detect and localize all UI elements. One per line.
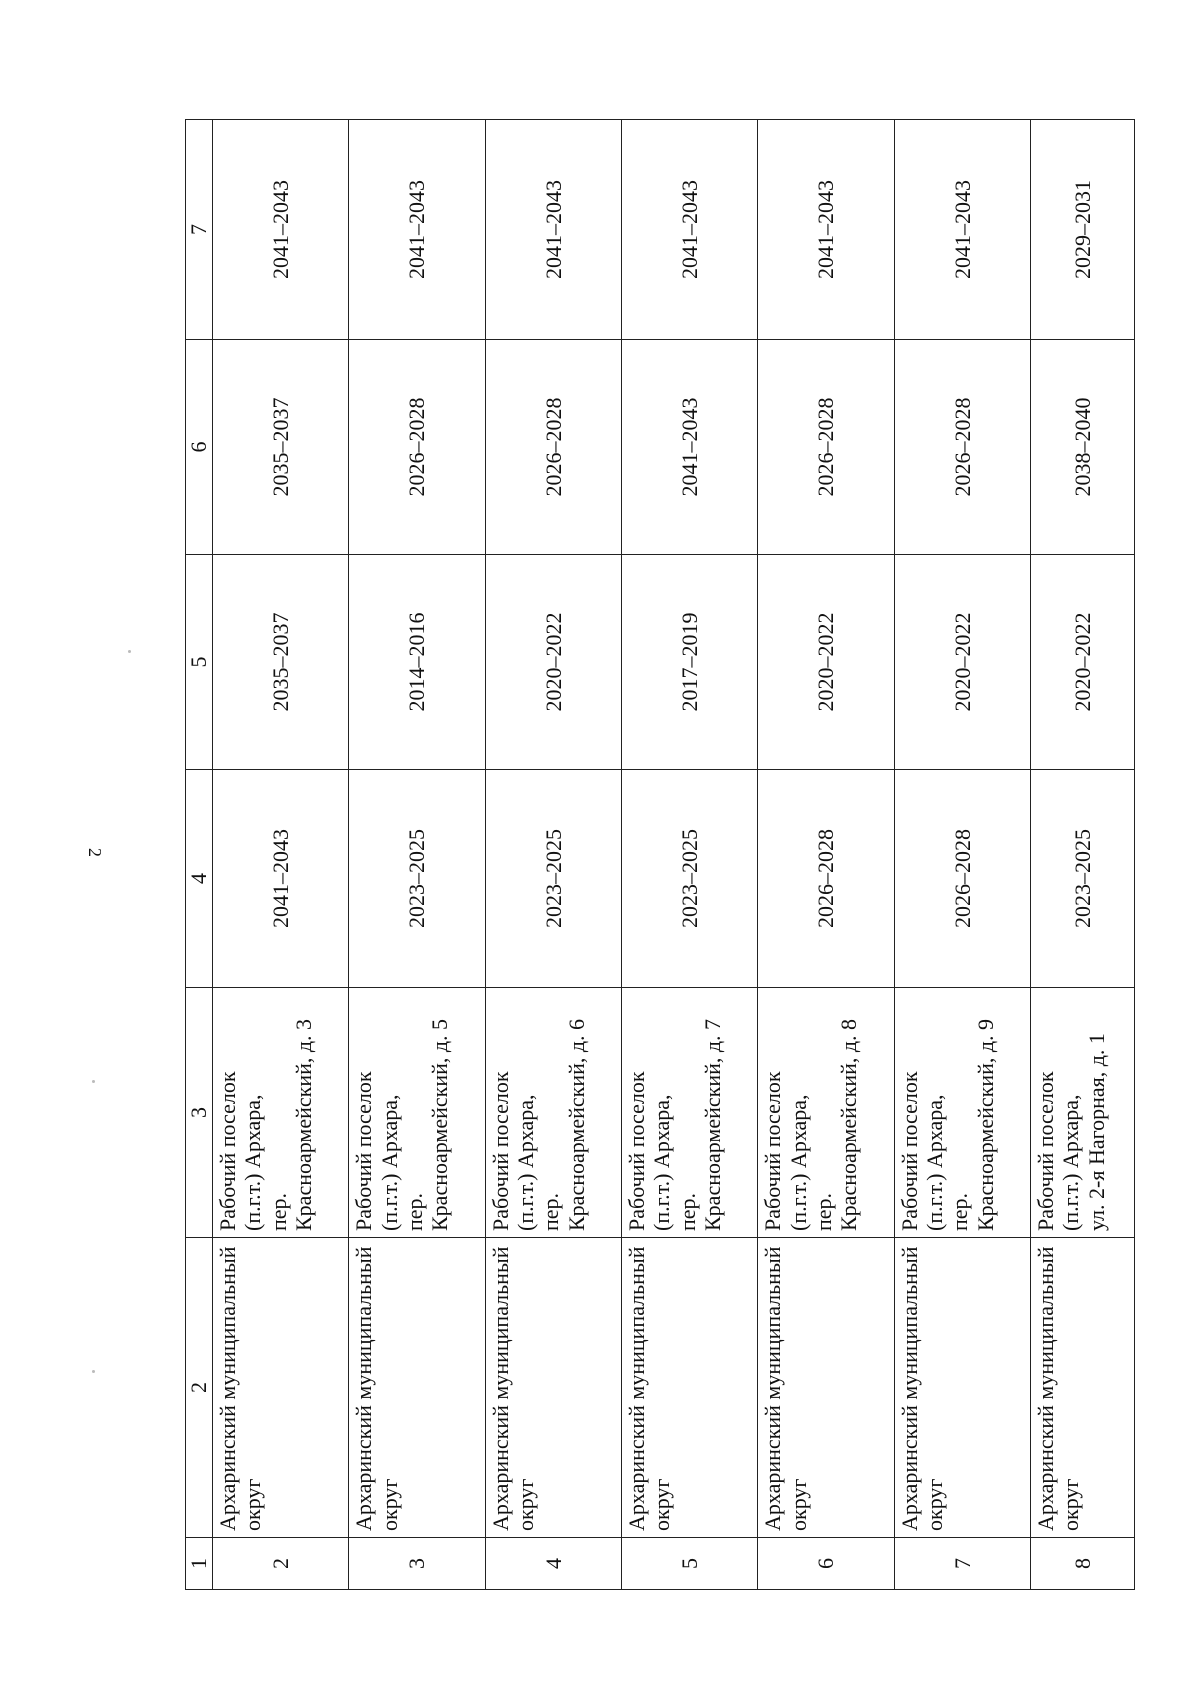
period-cell-col6: 2026–2028 (349, 340, 485, 555)
address-line: Красноармейский, д. 9 (972, 1018, 998, 1231)
address-line: Рабочий поселок (215, 1071, 240, 1231)
table-row (349, 120, 485, 1590)
address-cell (894, 988, 1030, 1238)
period-cell-col4: 2023–2025 (622, 770, 758, 988)
district-cell: Архаринский муниципальный округ (758, 1238, 894, 1538)
address-line: Красноармейский, д. 8 (836, 1018, 862, 1231)
column-header: 2 (186, 1238, 213, 1538)
rotated-table-container (185, 120, 1135, 1590)
period-cell-col7: 2041–2043 (485, 120, 621, 340)
address-line: Красноармейский, д. 5 (427, 1018, 453, 1231)
address-line: пер. (810, 1192, 836, 1231)
period-cell-col7: 2029–2031 (1031, 120, 1135, 340)
district-cell: Архаринский муниципальный округ (622, 1238, 758, 1538)
address-line: пер. (947, 1192, 973, 1231)
row-number: 2 (213, 1538, 349, 1590)
address-line: (п.г.т.) Архара, (785, 1094, 811, 1231)
period-cell-col6: 2026–2028 (485, 340, 621, 555)
column-header: 3 (186, 988, 213, 1238)
period-cell-col5: 2020–2022 (485, 555, 621, 770)
schedule-table (185, 119, 1135, 1590)
address-line: пер. (538, 1192, 564, 1231)
address-line: Рабочий поселок (624, 1071, 650, 1231)
period-cell-col6: 2038–2040 (1031, 340, 1135, 555)
period-cell-col5: 2014–2016 (349, 555, 485, 770)
row-number: 7 (894, 1538, 1030, 1590)
address-line: (п.г.т.) Архара, (240, 1094, 266, 1231)
row-number: 8 (1031, 1538, 1135, 1590)
table-row (758, 120, 894, 1590)
scan-speck (128, 650, 131, 653)
address-cell (622, 988, 758, 1238)
address-line: (п.г.т.) Архара, (922, 1094, 948, 1231)
scan-speck (92, 1080, 95, 1083)
row-number: 5 (622, 1538, 758, 1590)
column-header: 5 (186, 555, 213, 770)
header-row (186, 120, 213, 1590)
table-row (485, 120, 621, 1590)
period-cell-col6: 2026–2028 (758, 340, 894, 555)
period-cell-col5: 2020–2022 (758, 555, 894, 770)
address-line: пер. (265, 1192, 291, 1231)
period-cell-col6: 2041–2043 (622, 340, 758, 555)
period-cell-col5: 2017–2019 (622, 555, 758, 770)
table-row (213, 120, 349, 1590)
address-cell (758, 988, 894, 1238)
address-line: ул. 2-я Нагорная, д. 1 (1083, 1033, 1109, 1231)
period-cell-col5: 2020–2022 (1031, 555, 1135, 770)
column-header: 7 (186, 120, 213, 340)
period-cell-col7: 2041–2043 (213, 120, 349, 340)
column-header: 1 (186, 1538, 213, 1590)
address-line: (п.г.т.) Архара, (376, 1094, 402, 1231)
district-cell: Архаринский муниципальный округ (213, 1238, 349, 1538)
row-number: 6 (758, 1538, 894, 1590)
district-cell: Архаринский муниципальный округ (485, 1238, 621, 1538)
period-cell-col4: 2041–2043 (213, 770, 349, 988)
period-cell-col4: 2026–2028 (758, 770, 894, 988)
address-line: пер. (674, 1192, 700, 1231)
period-cell-col6: 2035–2037 (213, 340, 349, 555)
address-line: Рабочий поселок (896, 1071, 922, 1231)
address-line: Рабочий поселок (760, 1071, 786, 1231)
address-line: (п.г.т.) Архара, (512, 1094, 538, 1231)
address-line: пер. (401, 1192, 427, 1231)
period-cell-col4: 2026–2028 (894, 770, 1030, 988)
table-row (894, 120, 1030, 1590)
period-cell-col5: 2020–2022 (894, 555, 1030, 770)
period-cell-col6: 2026–2028 (894, 340, 1030, 555)
period-cell-col4: 2023–2025 (349, 770, 485, 988)
table-row (1031, 120, 1135, 1590)
period-cell-col7: 2041–2043 (758, 120, 894, 340)
column-header: 4 (186, 770, 213, 988)
address-cell (1031, 988, 1135, 1238)
address-cell (485, 988, 621, 1238)
address-line: Рабочий поселок (1033, 1071, 1059, 1231)
address-line: Рабочий поселок (351, 1071, 377, 1231)
address-cell (349, 988, 485, 1238)
period-cell-col4: 2023–2025 (1031, 770, 1135, 988)
period-cell-col5: 2035–2037 (213, 555, 349, 770)
period-cell-col7: 2041–2043 (894, 120, 1030, 340)
address-line: Красноармейский, д. 7 (699, 1018, 725, 1231)
period-cell-col4: 2023–2025 (485, 770, 621, 988)
page-number: 2 (85, 848, 105, 857)
address-line: (п.г.т.) Архара, (649, 1094, 675, 1231)
address-cell (213, 988, 349, 1238)
table-row (622, 120, 758, 1590)
period-cell-col7: 2041–2043 (349, 120, 485, 340)
district-cell: Архаринский муниципальный округ (349, 1238, 485, 1538)
period-cell-col7: 2041–2043 (622, 120, 758, 340)
district-cell: Архаринский муниципальный округ (1031, 1238, 1135, 1538)
district-cell: Архаринский муниципальный округ (894, 1238, 1030, 1538)
scan-speck (92, 1370, 95, 1373)
address-line: Красноармейский, д. 3 (290, 1018, 316, 1231)
column-header: 6 (186, 340, 213, 555)
address-line: (п.г.т.) Архара, (1058, 1094, 1084, 1231)
row-number: 4 (485, 1538, 621, 1590)
row-number: 3 (349, 1538, 485, 1590)
address-line: Красноармейский, д. 6 (563, 1018, 589, 1231)
address-line: Рабочий поселок (487, 1071, 513, 1231)
